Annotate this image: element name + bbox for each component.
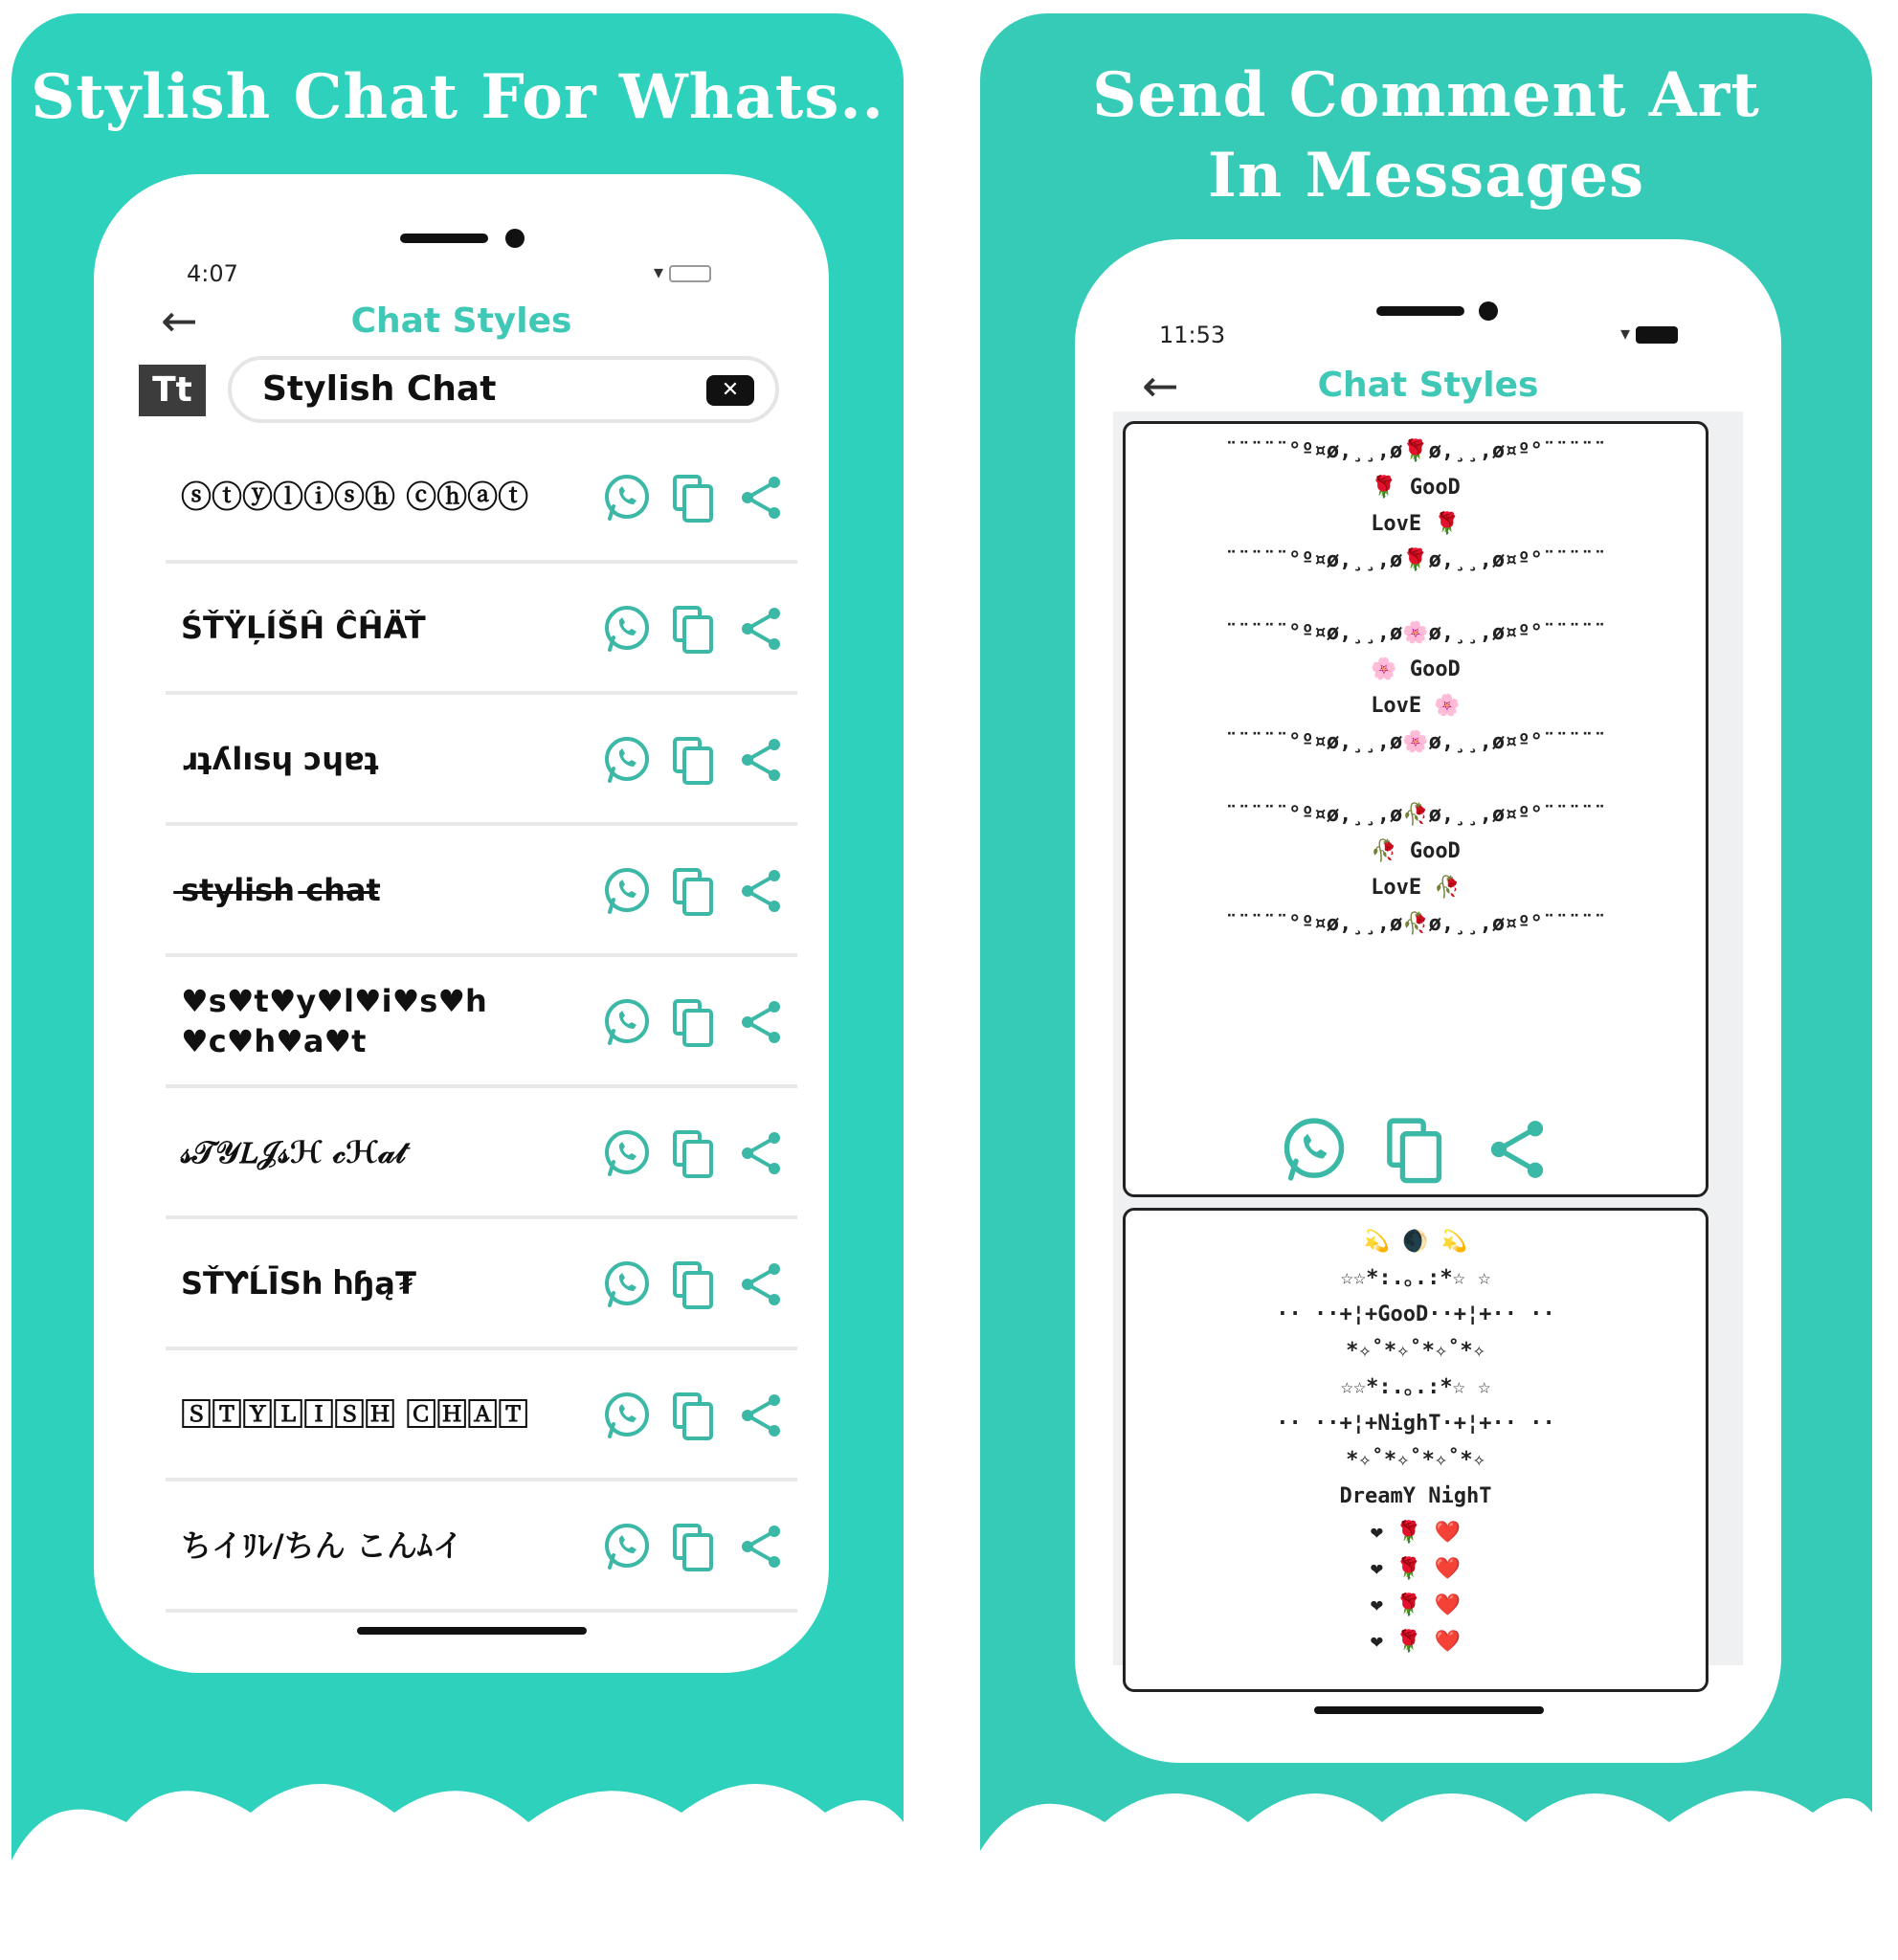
battery-icon [669,265,711,282]
art-text: ¨¨¨¨¨°º¤ø,¸¸,ø🌹ø,¸¸,ø¤º°¨¨¨¨¨ 🌹 GooD LovE 🌹 ¨¨¨¨¨°º¤ø,¸¸,ø🌹ø,¸¸,ø¤º°¨¨¨¨¨ ¨¨¨¨¨°º¤ø,¸¸,ø🌸ø,¸¸,ø¤º°¨¨¨¨¨ 🌸 GooD LovE 🌸 ¨¨¨¨¨°º¤ø,¸¸,ø🌸ø,¸¸,ø¤º°¨¨¨¨¨ ¨¨¨¨¨°º¤ø,¸¸,ø🥀ø,¸¸,ø¤º°¨¨¨¨¨ 🥀 GooD LovE 🥀 ¨¨¨¨¨°º¤ø,¸¸,ø🥀ø,¸¸,ø¤º°¨¨¨¨¨ [1224,439,1607,936]
share-icon[interactable] [734,1258,788,1311]
whatsapp-icon[interactable] [1278,1113,1351,1186]
list-item[interactable] [166,433,797,564]
home-indicator [357,1627,587,1635]
style-text: 𝓈𝒯𝒴𝐿𝒥𝓈ℋ 𝒸ℋ𝒶𝓉 [181,1133,406,1170]
wifi-icon: ▾ [654,260,670,283]
promo-title: Send Comment Art In Messages [1092,59,1760,212]
copy-icon[interactable] [667,995,721,1049]
share-icon[interactable] [734,1520,788,1573]
clear-icon[interactable]: ✕ [706,375,754,406]
battery-icon [1636,326,1678,344]
row-actions [600,1258,788,1311]
home-indicator [1314,1706,1544,1714]
row-actions [600,995,788,1049]
art-text: 💫 🌒 💫 ☆☆*:.｡.:*☆ ☆ ·· ··+¦+GooD··+¦+·· ·· *✧˚*✧˚*✧˚*✧ ☆☆*:.｡.:*☆ ☆ ·· ··+¦+NighT·+¦+·· ·· *✧˚*✧˚*✧˚*✧ DreamY NighT ❤ 🌹 ❤️ ❤ 🌹 ❤️ ❤ 🌹 ❤️ ❤ 🌹 ❤️ [1276,1230,1555,1654]
text-input-value: Stylish Chat [262,369,497,409]
style-list [166,433,797,1564]
camera-dot [505,229,525,248]
list-item[interactable] [166,1088,797,1219]
screen-title: Chat Styles [350,301,572,341]
style-text: SŤƳĹĪSh Ⴙɧą₮ [181,1264,417,1302]
style-text: ♥s♥t♥y♥l♥i♥s♥h ♥c♥h♥a♥t [181,982,487,1059]
copy-icon[interactable] [667,1258,721,1311]
promo-card-left [11,13,904,1927]
whatsapp-icon[interactable] [600,1258,654,1311]
list-item[interactable] [166,1350,797,1481]
copy-icon[interactable] [667,1126,721,1180]
status-time: 11:53 [1159,322,1226,348]
share-icon[interactable] [734,995,788,1049]
share-icon[interactable] [734,1126,788,1180]
style-text: 🅂🅃🅈🄻🄸🅂🄷 🄲🄷🄰🅃 [181,1395,529,1433]
row-actions [600,471,788,524]
copy-icon[interactable] [667,733,721,787]
copy-icon[interactable] [1379,1113,1452,1186]
row-actions [600,864,788,918]
copy-icon[interactable] [667,1520,721,1573]
row-actions [600,1126,788,1180]
font-toggle-button[interactable]: Tt [139,365,206,416]
back-arrow-icon[interactable]: ← [1142,360,1179,412]
whatsapp-icon[interactable] [600,995,654,1049]
row-actions [600,733,788,787]
clouds-decoration [980,1746,1872,1927]
promo-title: Stylish Chat For Whats.. [31,61,884,133]
share-icon[interactable] [734,471,788,524]
status-icons [1620,322,1678,345]
row-actions [600,1520,788,1573]
status-time: 4:07 [187,260,238,287]
share-icon[interactable] [734,602,788,656]
copy-icon[interactable] [667,471,721,524]
speaker-bar [1376,306,1464,316]
camera-dot [1479,301,1498,321]
style-text: ⓢⓣⓨⓛⓘⓢⓗ ⓒⓗⓐⓣ [181,478,529,515]
list-item[interactable] [166,957,797,1088]
whatsapp-icon[interactable] [600,602,654,656]
list-item[interactable] [166,1481,797,1613]
share-icon[interactable] [1481,1113,1553,1186]
copy-icon[interactable] [667,602,721,656]
art-card[interactable] [1123,421,1708,1197]
style-text: ɹʇʎlısɥ ɔɥɐʇ [181,740,379,777]
status-icons [654,260,711,283]
copy-icon[interactable] [667,1389,721,1442]
list-item[interactable] [166,826,797,957]
speaker-bar [400,234,488,243]
phone-frame [1075,239,1781,1763]
art-card[interactable] [1123,1208,1708,1692]
promo-card-right [980,13,1872,1927]
share-icon[interactable] [734,864,788,918]
wifi-icon: ▾ [1620,322,1637,345]
copy-icon[interactable] [667,864,721,918]
style-text: s̶t̶y̶l̶i̶s̶h̶ c̶h̶a̶t̶ [181,871,381,908]
style-text: ŚŤŸĻÍŠĤ ĈĤÄŤ [181,609,426,646]
whatsapp-icon[interactable] [600,1389,654,1442]
share-icon[interactable] [734,733,788,787]
art-list [1113,412,1743,1665]
screen-title: Chat Styles [1317,366,1539,405]
list-item[interactable] [166,564,797,695]
art-actions [1126,1113,1706,1186]
text-input[interactable] [228,356,779,423]
list-item[interactable] [166,695,797,826]
whatsapp-icon[interactable] [600,1126,654,1180]
list-item[interactable] [166,1219,797,1350]
whatsapp-icon[interactable] [600,471,654,524]
whatsapp-icon[interactable] [600,864,654,918]
row-actions [600,602,788,656]
clouds-decoration [11,1746,904,1927]
whatsapp-icon[interactable] [600,733,654,787]
row-actions [600,1389,788,1442]
whatsapp-icon[interactable] [600,1520,654,1573]
share-icon[interactable] [734,1389,788,1442]
phone-frame [94,174,829,1673]
style-text: ちイﾘﾚ/ちん こんﾑイ [181,1526,463,1564]
back-arrow-icon[interactable]: ← [161,295,198,346]
